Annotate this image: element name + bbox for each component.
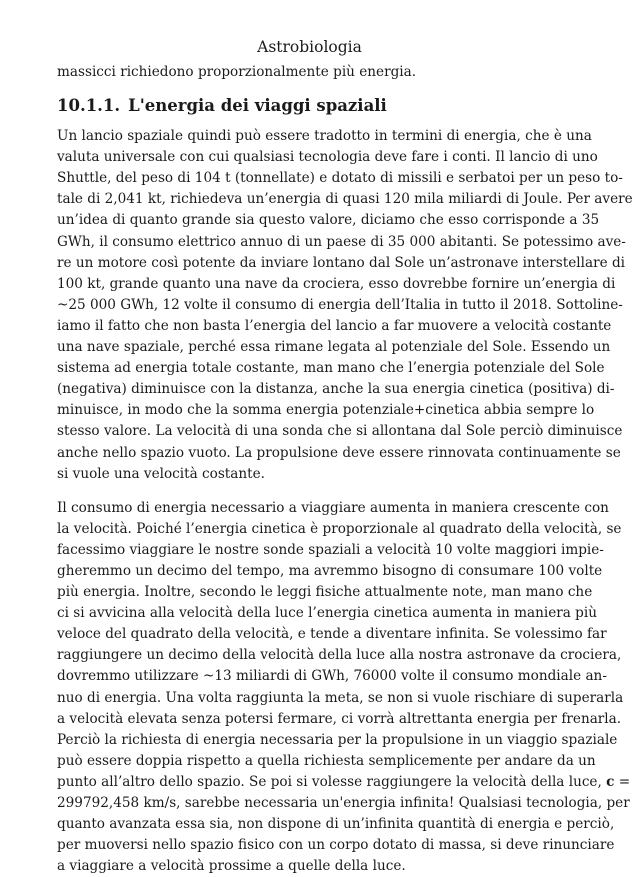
text-line: dovremmo utilizzare ~13 miliardi di GWh, 76000 volte il consumo mondiale an- — [57, 668, 607, 685]
text-fragment: punto all’altro dello spazio. Se poi si volesse raggiungere la velocità della luce, — [57, 773, 602, 790]
text-line: nuo di energia. Una volta raggiunta la meta, se non si vuole rischiare di superarla — [57, 689, 624, 706]
text-line: può essere doppia rispetto a quella richiesta semplicemente per andare da un — [57, 752, 596, 769]
text-line: ~25 000 GWh, 12 volte il consumo di energia dell’Italia in tutto il 2018. Sottoline- — [57, 296, 623, 313]
text-line: Un lancio spaziale quindi può essere tradotto in termini di energia, che è una — [57, 128, 592, 145]
section-heading — [57, 94, 562, 118]
text-line: più energia. Inoltre, secondo le leggi fisiche attualmente note, man mano che — [57, 584, 593, 601]
text-line: tale di 2,041 kt, richiedeva un’energia di quasi 120 mila miliardi di Joule. Per avere — [57, 191, 633, 208]
text-line: raggiungere un decimo della velocità della luce alla nostra astronave da crociera, — [57, 647, 622, 664]
text-line: massicci richiedono proporzionalmente più energia. — [57, 64, 417, 80]
equals-sign: = — [618, 773, 631, 790]
text-line: Shuttle, del peso di 104 t (tonnellate) e dotato di missili e serbatoi per un peso to- — [57, 170, 623, 187]
lead-paragraph — [57, 62, 562, 83]
text-line: Il consumo di energia necessario a viaggiare aumenta in maniera crescente con — [57, 499, 609, 516]
running-header: Astrobiologia — [257, 38, 362, 56]
text-line: gheremmo un decimo del tempo, ma avremmo bisogno di consumare 100 volte — [57, 562, 603, 579]
text-line: per muoversi nello spazio fisico con un corpo dotato di massa, si deve rinunciare — [57, 837, 615, 854]
section-number: 10.1.1. — [57, 96, 121, 116]
text-line: quanto avanzata essa sia, non dispone di un’infinita quantità di energia e perciò, — [57, 816, 615, 833]
document-page — [57, 0, 633, 877]
text-line: stesso valore. La velocità di una sonda che si allontana dal Sole perciò diminuisce — [57, 423, 623, 440]
text-line: la velocità. Poiché l’energia cinetica è proporzionale al quadrato della velocità, se — [57, 520, 622, 537]
text-line: una nave spaziale, perché essa rimane legata al potenziale del Sole. Essendo un — [57, 339, 611, 356]
text-line: anche nello spazio vuoto. La propulsione deve essere rinnovata continuamente se — [57, 444, 621, 461]
text-line-with-math — [57, 772, 631, 793]
text-line: Perciò la richiesta di energia necessaria per la propulsione in un viaggio spaziale — [57, 731, 618, 748]
text-line: si vuole una velocità costante. — [57, 465, 265, 482]
text-line: 299792,458 km/s, sarebbe necessaria un'energia infinita! Qualsiasi tecnologia, per — [57, 795, 630, 811]
text-line: GWh, il consumo elettrico annuo di un paese di 35 000 abitanti. Se potessimo ave- — [57, 233, 626, 250]
text-line: a viaggiare a velocità prossime a quelle della luce. — [57, 858, 406, 875]
text-line: a velocità elevata senza potersi fermare, ci vorrà altrettanta energia per frenarla. — [57, 710, 622, 727]
text-line: veloce del quadrato della velocità, e tende a diventare infinita. Se volessimo far — [57, 626, 607, 643]
text-line: 100 kt, grande quanto una nave da crociera, esso dovrebbe fornire un’energia di — [57, 275, 616, 292]
speed-of-light-symbol: c — [606, 773, 615, 790]
text-line: ci si avvicina alla velocità della luce l’energia cinetica aumenta in maniera più — [57, 605, 597, 622]
text-line: facessimo viaggiare le nostre sonde spaziali a velocità 10 volte maggiori impie- — [57, 541, 604, 558]
text-line: re un motore così potente da inviare lontano dal Sole un’astronave interstellare di — [57, 254, 625, 271]
text-line: (negativa) diminuisce con la distanza, anche la sua energia cinetica (positiva) di- — [57, 381, 615, 398]
text-line: un’idea di quanto grande sia questo valore, diciamo che esso corrisponde a 35 — [57, 212, 600, 229]
text-line: iamo il fatto che non basta l’energia del lancio a far muovere a velocità costante — [57, 317, 612, 334]
paragraph-2 — [57, 498, 631, 877]
section-title: L'energia dei viaggi spaziali — [128, 96, 387, 116]
text-line: minuisce, in modo che la somma energia potenziale+cinetica abbia sempre lo — [57, 402, 595, 419]
text-line: sistema ad energia totale costante, man mano che l’energia potenziale del Sole — [57, 360, 605, 377]
text-line: valuta universale con cui qualsiasi tecnologia deve fare i conti. Il lancio di uno — [57, 149, 598, 166]
paragraph-1 — [57, 126, 633, 485]
